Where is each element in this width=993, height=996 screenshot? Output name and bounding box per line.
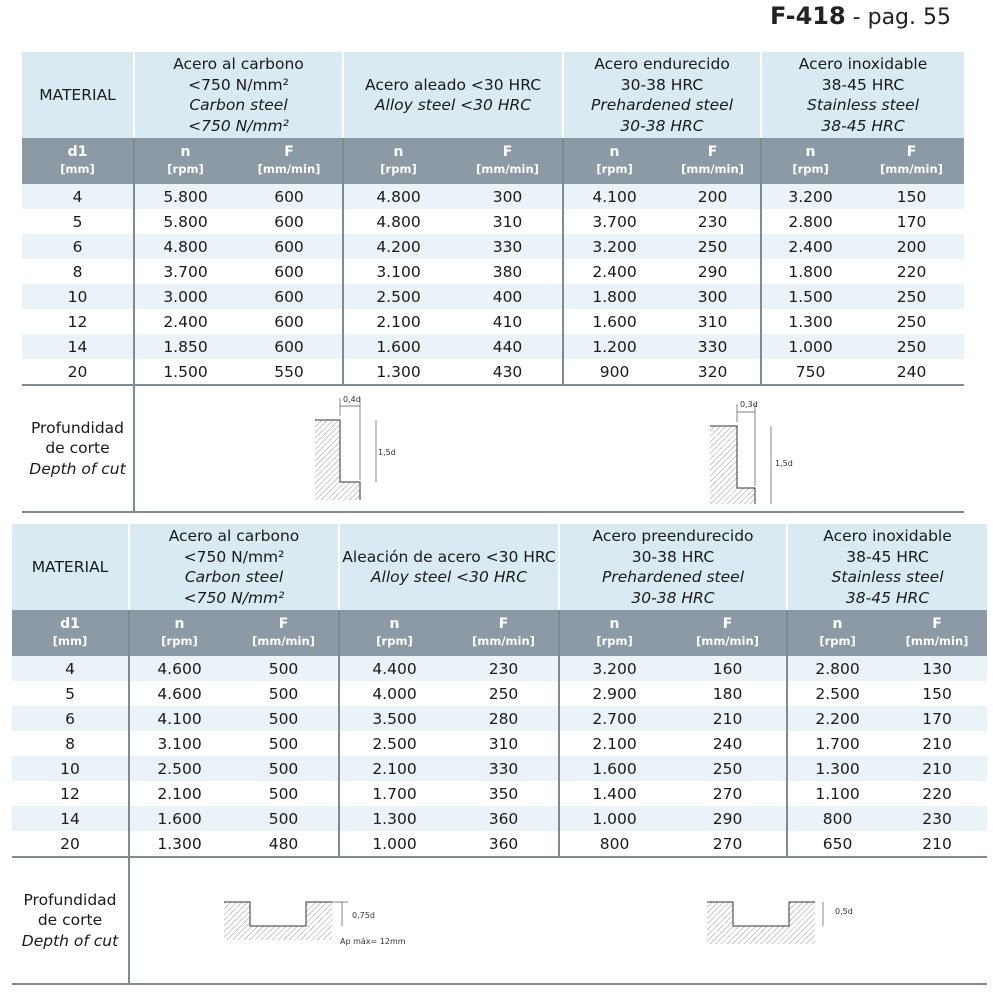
depth-of-cut-label: Profundidad de corte Depth of cut (22, 386, 134, 512)
table-row (12, 831, 987, 857)
cell-f: 220 (887, 781, 987, 806)
cell-n: 2.500 (787, 681, 887, 706)
table-row (22, 309, 964, 334)
col-f: F [mm/min] (859, 138, 964, 184)
cell-n: 2.100 (559, 731, 669, 756)
group-header-stainless-steel (787, 524, 987, 610)
cell-n: 5.800 (134, 209, 236, 234)
col-f: F [mm/min] (669, 610, 787, 656)
cell-f: 230 (665, 209, 761, 234)
table-row (22, 334, 964, 359)
group-name-es: Acero al carbono (173, 55, 304, 73)
cell-f: 200 (859, 234, 964, 259)
cell-d1: 4 (22, 184, 134, 209)
cell-n: 1.500 (761, 284, 859, 309)
cell-d1: 12 (22, 309, 134, 334)
group-header-alloy-steel (343, 52, 563, 138)
cell-f: 150 (859, 184, 964, 209)
material-header-row (22, 52, 964, 138)
cell-n: 1.600 (559, 756, 669, 781)
depth-diagram-3 (222, 888, 422, 948)
cell-d1: 6 (12, 706, 129, 731)
cell-d1: 8 (12, 731, 129, 756)
col-f: F [mm/min] (887, 610, 987, 656)
group-header-carbon-steel (129, 524, 339, 610)
cell-f: 200 (665, 184, 761, 209)
group-name-es: Acero inoxidable (798, 55, 928, 73)
cell-n: 4.400 (339, 656, 449, 681)
material-label: MATERIAL (22, 52, 134, 138)
cell-f: 210 (887, 831, 987, 857)
cell-n: 2.100 (339, 756, 449, 781)
col-n: n [rpm] (787, 610, 887, 656)
cell-d1: 5 (12, 681, 129, 706)
group-name-en: Stainless steel (807, 96, 920, 114)
cell-n: 4.600 (129, 656, 229, 681)
cell-f: 290 (665, 259, 761, 284)
cell-n: 2.400 (134, 309, 236, 334)
cell-n: 650 (787, 831, 887, 857)
cell-f: 250 (665, 234, 761, 259)
cell-n: 1.700 (339, 781, 449, 806)
cell-d1: 10 (22, 284, 134, 309)
group-name-en: Alloy steel <30 HRC (374, 96, 532, 114)
col-d1: d1 [mm] (12, 610, 129, 656)
page-number: - pag. 55 (852, 5, 951, 30)
cell-f: 330 (453, 234, 563, 259)
cell-n: 1.800 (761, 259, 859, 284)
cell-f: 240 (669, 731, 787, 756)
cell-f: 550 (236, 359, 343, 385)
cell-n: 3.200 (559, 656, 669, 681)
cell-n: 1.300 (761, 309, 859, 334)
cell-d1: 5 (22, 209, 134, 234)
cell-n: 5.800 (134, 184, 236, 209)
cell-f: 210 (887, 731, 987, 756)
depth-of-cut-label: Profundidad de corte Depth of cut (12, 858, 129, 984)
group-name-en: Carbon steel (184, 568, 284, 586)
cell-n: 1.300 (787, 756, 887, 781)
cell-d1: 6 (22, 234, 134, 259)
cell-n: 2.400 (563, 259, 665, 284)
cell-f: 600 (236, 284, 343, 309)
cell-f: 600 (236, 209, 343, 234)
table-row (12, 781, 987, 806)
group-name-en: Prehardened steel (591, 96, 734, 114)
cell-f: 180 (669, 681, 787, 706)
group-header-stainless-steel (761, 52, 964, 138)
cell-n: 1.850 (134, 334, 236, 359)
cell-n: 1.800 (563, 284, 665, 309)
cell-n: 1.000 (559, 806, 669, 831)
cell-n: 3.100 (129, 731, 229, 756)
group-spec-es: <750 N/mm² (188, 75, 289, 94)
cutting-data-table-2 (12, 524, 987, 985)
cell-d1: 20 (12, 831, 129, 857)
cell-n: 3.700 (563, 209, 665, 234)
cell-f: 270 (669, 831, 787, 857)
cell-f: 250 (859, 334, 964, 359)
depth-of-cut-figures (129, 858, 987, 984)
cell-n: 800 (787, 806, 887, 831)
cell-n: 4.000 (339, 681, 449, 706)
cell-f: 220 (859, 259, 964, 284)
cell-n: 2.500 (343, 284, 453, 309)
cell-n: 2.200 (787, 706, 887, 731)
cell-f: 300 (453, 184, 563, 209)
cell-n: 2.500 (339, 731, 449, 756)
table-row (22, 209, 964, 234)
col-f: F [mm/min] (229, 610, 339, 656)
cell-f: 240 (859, 359, 964, 385)
group-spec-es: 30-38 HRC (631, 547, 715, 566)
group-spec-en: 38-45 HRC (845, 588, 930, 607)
svg-text:1,5d: 1,5d (378, 448, 396, 457)
cell-n: 2.700 (559, 706, 669, 731)
cell-n: 1.600 (563, 309, 665, 334)
cell-f: 270 (669, 781, 787, 806)
cell-n: 1.300 (343, 359, 453, 385)
table-row (22, 234, 964, 259)
cell-n: 4.800 (343, 184, 453, 209)
cell-f: 130 (887, 656, 987, 681)
cell-n: 1.500 (134, 359, 236, 385)
cell-f: 250 (449, 681, 559, 706)
group-spec-es: 38-45 HRC (821, 75, 905, 94)
cell-d1: 12 (12, 781, 129, 806)
table-row (12, 681, 987, 706)
cell-n: 1.700 (787, 731, 887, 756)
cell-d1: 20 (22, 359, 134, 385)
cell-n: 800 (559, 831, 669, 857)
cell-f: 330 (665, 334, 761, 359)
cell-n: 2.100 (129, 781, 229, 806)
col-n: n [rpm] (129, 610, 229, 656)
group-name-es: Acero aleado <30 HRC (364, 75, 542, 94)
cell-f: 400 (453, 284, 563, 309)
table-row (22, 184, 964, 209)
column-header-row (22, 138, 964, 184)
group-name-es: Acero preendurecido (592, 527, 754, 545)
depth-of-cut-row (22, 386, 964, 512)
cell-f: 430 (453, 359, 563, 385)
svg-text:0,5d: 0,5d (835, 907, 853, 916)
col-f: F [mm/min] (665, 138, 761, 184)
cell-n: 2.800 (761, 209, 859, 234)
group-name-es: Aleación de acero <30 HRC (342, 547, 556, 566)
col-n: n [rpm] (761, 138, 859, 184)
group-header-prehardened-steel (563, 52, 761, 138)
cell-f: 500 (229, 731, 339, 756)
cell-f: 230 (449, 656, 559, 681)
group-header-carbon-steel (134, 52, 343, 138)
cell-f: 250 (669, 756, 787, 781)
depth-of-cut-row (12, 858, 987, 984)
cell-n: 3.700 (134, 259, 236, 284)
cell-n: 3.200 (761, 184, 859, 209)
cell-f: 210 (887, 756, 987, 781)
col-n: n [rpm] (563, 138, 665, 184)
cell-n: 1.300 (129, 831, 229, 857)
group-spec-es: 30-38 HRC (620, 75, 704, 94)
cell-n: 2.400 (761, 234, 859, 259)
cell-n: 3.100 (343, 259, 453, 284)
group-name-es: Acero endurecido (594, 55, 730, 73)
table-row (22, 284, 964, 309)
group-spec-en: 38-45 HRC (821, 116, 905, 135)
cell-f: 600 (236, 234, 343, 259)
cell-d1: 8 (22, 259, 134, 284)
cell-d1: 14 (12, 806, 129, 831)
cell-n: 4.600 (129, 681, 229, 706)
table-row (12, 706, 987, 731)
svg-text:1,5d: 1,5d (775, 459, 793, 468)
group-header-prehardened-steel (559, 524, 787, 610)
cell-f: 320 (665, 359, 761, 385)
cell-f: 250 (859, 309, 964, 334)
cell-f: 360 (449, 806, 559, 831)
cell-f: 310 (453, 209, 563, 234)
depth-diagram-2 (705, 396, 805, 506)
table-row (22, 359, 964, 385)
material-label: MATERIAL (12, 524, 129, 610)
group-name-es: Acero inoxidable (823, 527, 952, 545)
cell-f: 500 (229, 681, 339, 706)
cell-n: 900 (563, 359, 665, 385)
product-code: F-418 (769, 2, 846, 30)
group-spec-es: 38-45 HRC (846, 547, 929, 566)
cell-n: 4.100 (129, 706, 229, 731)
cell-f: 500 (229, 706, 339, 731)
cell-f: 330 (449, 756, 559, 781)
table-row (12, 756, 987, 781)
col-n: n [rpm] (339, 610, 449, 656)
cell-d1: 14 (22, 334, 134, 359)
group-spec-es: <750 N/mm² (183, 547, 285, 566)
table-row (12, 806, 987, 831)
cell-n: 1.400 (559, 781, 669, 806)
cell-n: 1.300 (339, 806, 449, 831)
depth-diagram-4 (705, 892, 865, 952)
cell-n: 2.500 (129, 756, 229, 781)
col-f: F [mm/min] (236, 138, 343, 184)
cell-f: 500 (229, 781, 339, 806)
cell-f: 230 (887, 806, 987, 831)
group-header-alloy-steel (339, 524, 559, 610)
cutting-data-table-1 (22, 52, 964, 513)
cell-n: 3.200 (563, 234, 665, 259)
cell-n: 3.000 (134, 284, 236, 309)
column-header-row (12, 610, 987, 656)
cell-n: 1.600 (129, 806, 229, 831)
cell-n: 2.800 (787, 656, 887, 681)
cell-f: 600 (236, 184, 343, 209)
cell-f: 210 (669, 706, 787, 731)
depth-of-cut-figures (134, 386, 964, 512)
table-row (22, 259, 964, 284)
cell-n: 2.100 (343, 309, 453, 334)
group-spec-en: <750 N/mm² (183, 588, 285, 607)
cell-n: 1.600 (343, 334, 453, 359)
cell-n: 4.800 (134, 234, 236, 259)
cell-f: 500 (229, 806, 339, 831)
svg-text:0,4d: 0,4d (343, 395, 361, 404)
cell-f: 170 (887, 706, 987, 731)
cell-f: 600 (236, 309, 343, 334)
cell-f: 380 (453, 259, 563, 284)
cell-f: 250 (859, 284, 964, 309)
depth-diagram-1 (310, 392, 400, 502)
group-name-en: Stainless steel (831, 568, 944, 586)
col-f: F [mm/min] (453, 138, 563, 184)
cell-n: 1.000 (761, 334, 859, 359)
cell-f: 170 (859, 209, 964, 234)
cell-f: 500 (229, 656, 339, 681)
cell-n: 1.100 (787, 781, 887, 806)
cell-d1: 4 (12, 656, 129, 681)
cell-f: 410 (453, 309, 563, 334)
cell-n: 1.000 (339, 831, 449, 857)
group-name-en: Alloy steel <30 HRC (370, 568, 528, 586)
cell-n: 4.800 (343, 209, 453, 234)
col-d1: d1 [mm] (22, 138, 134, 184)
group-name-en: Carbon steel (189, 96, 288, 114)
cell-f: 310 (449, 731, 559, 756)
col-n: n [rpm] (134, 138, 236, 184)
cell-f: 280 (449, 706, 559, 731)
cell-n: 2.900 (559, 681, 669, 706)
table-row (12, 656, 987, 681)
cell-f: 160 (669, 656, 787, 681)
cell-f: 480 (229, 831, 339, 857)
cell-n: 750 (761, 359, 859, 385)
svg-text:Ap máx= 12mm: Ap máx= 12mm (340, 937, 406, 946)
cell-f: 300 (665, 284, 761, 309)
svg-text:0,3d: 0,3d (740, 400, 758, 409)
cell-f: 360 (449, 831, 559, 857)
cell-f: 440 (453, 334, 563, 359)
group-spec-en: 30-38 HRC (620, 116, 704, 135)
cell-d1: 10 (12, 756, 129, 781)
col-n: n [rpm] (343, 138, 453, 184)
cell-n: 1.200 (563, 334, 665, 359)
group-spec-en: <750 N/mm² (188, 116, 289, 135)
page-reference (770, 2, 951, 30)
cell-n: 3.500 (339, 706, 449, 731)
table-row (12, 731, 987, 756)
group-spec-en: 30-38 HRC (631, 588, 715, 607)
col-n: n [rpm] (559, 610, 669, 656)
col-f: F [mm/min] (449, 610, 559, 656)
cell-f: 350 (449, 781, 559, 806)
cell-f: 600 (236, 259, 343, 284)
cell-n: 4.200 (343, 234, 453, 259)
cell-f: 500 (229, 756, 339, 781)
cell-f: 310 (665, 309, 761, 334)
cell-f: 600 (236, 334, 343, 359)
material-header-row (12, 524, 987, 610)
cell-n: 4.100 (563, 184, 665, 209)
cell-f: 150 (887, 681, 987, 706)
svg-text:0,75d: 0,75d (352, 911, 375, 920)
cell-f: 290 (669, 806, 787, 831)
group-name-en: Prehardened steel (602, 568, 745, 586)
group-name-es: Acero al carbono (168, 527, 300, 545)
